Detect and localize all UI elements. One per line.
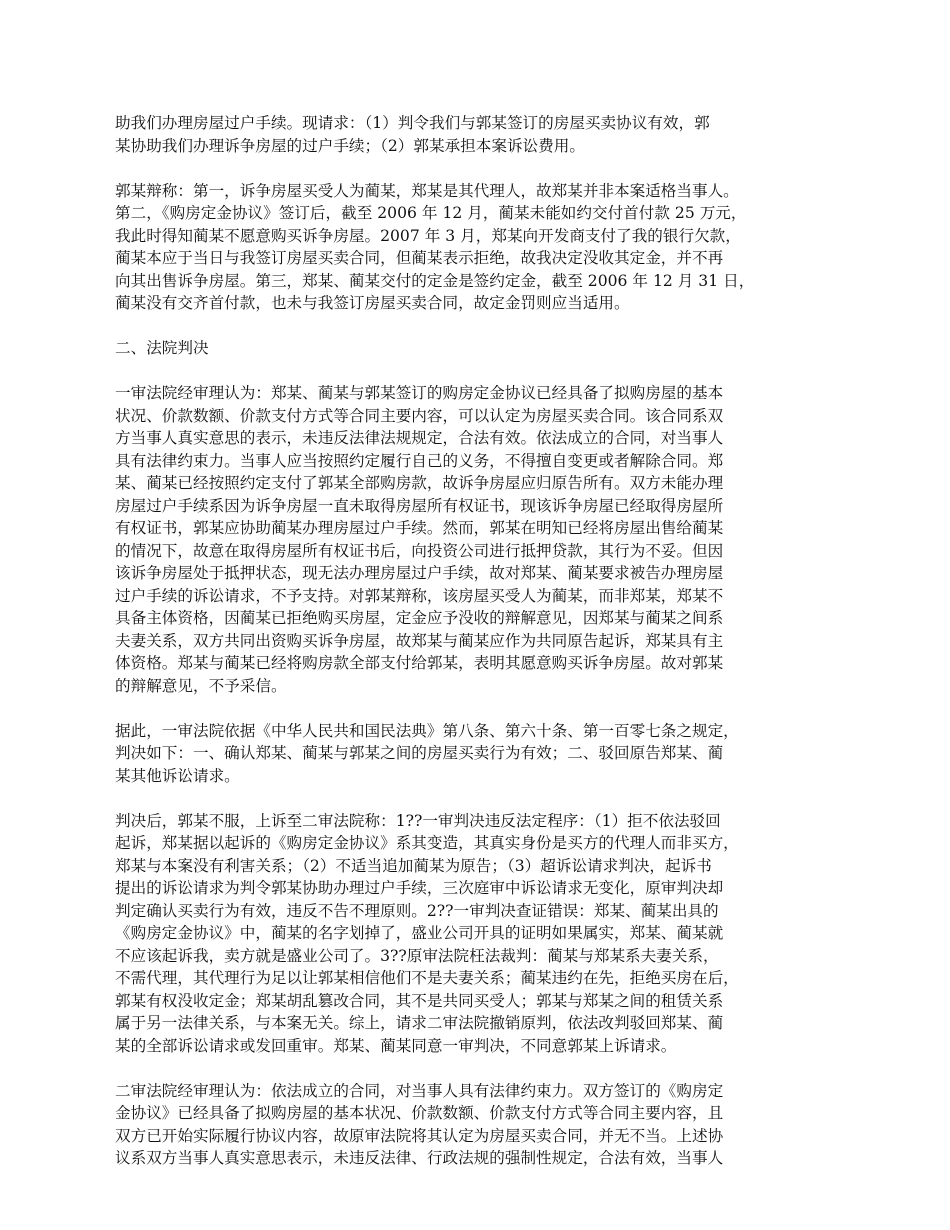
document-body — [115, 112, 850, 1192]
paragraph-first-instance-ruling: 据此，一审法院依据《中华人民共和国民法典》第八条、第六十条、第一百零七条之规定， 判决如下：一、确认郑某、蔺某与郭某之间的房屋买卖行为有效；二、驳回原告郑某、蔺 某其他诉讼请求。 — [115, 721, 739, 785]
paragraph-first-instance-reasoning: 一审法院经审理认为：郑某、蔺某与郭某签订的购房定金协议已经具备了拟购房屋的基本 状况、价款数额、价款支付方式等合同主要内容，可以认定为房屋买卖合同。该合同系双 方当事人真实意思的表示，未违反法律法规规定，合法有效。依法成立的合同，对当事人 具有法律约束力。当事人应当按照约定履行自己的义务，不得擅自变更或者解除合同。郑 某、蔺某已经按照约定支付了郭某全部购房款，故诉争房屋应归原告所有。双方未能办理 房屋过户手续系因为诉争房屋一直未取得房屋所有权证书，现该诉争房屋已经取得房屋所 有权证书，郭某应协助蔺某办理房屋过户手续。然而，郭某在明知已经将房屋出售给蔺某 的情况下，故意在取得房屋所有权证书后，向投资公司进行抵押贷款，其行为不妥。但因 该诉争房屋处于抵押状态，现无法办理房屋过户手续，故对郑某、蔺某要求被告办理房屋 过户手续的诉讼请求，不予支持。对郭某辩称，该房屋买受人为蔺某，而非郑某，郑某不 具备主体资格，因蔺某已拒绝购买房屋，定金应予没收的辩解意见，因郑某与蔺某之间系 夫妻关系，双方共同出资购买诉争房屋，故郑某与蔺某应作为共同原告起诉，郑某具有主 体资格。郑某与蔺某已经将购房款全部支付给郭某，表明其愿意购买诉争房屋。故对郭某 的辩解意见，不予采信。 — [115, 384, 724, 695]
paragraph-second-instance-reasoning: 二审法院经审理认为：依法成立的合同，对当事人具有法律约束力。双方签订的《购房定 金协议》已经具备了拟购房屋的基本状况、价款数额、价款支付方式等合同主要内容，且 双方已开始实际履行协议内容，故原审法院将其认定为房屋买卖合同，并无不当。上述协 议系双方当事人真实意思表示，未违反法律、行政法规的强制性规定，合法有效，当事人 — [115, 1081, 724, 1167]
paragraph-defendant-defense: 郭某辩称：第一，诉争房屋买受人为蔺某，郑某是其代理人，故郑某并非本案适格当事人。 第二，《购房定金协议》签订后，截至 2006 年 12 月，蔺某未能如约交付首付款 25 万元， 我此时得知蔺某不愿意购买诉争房屋。2007 年 3 月，郑某向开发商支付了我的银行欠款， 蔺某本应于当日与我签订房屋买卖合同，但蔺某表示拒绝，故我决定没收其定金，并不再 向其出售诉争房屋。第三，郑某、蔺某交付的定金是签约定金，截至 2006 年 12 月 31 日， 蔺某没有交齐首付款，也未与我签订房屋买卖合同，故定金罚则应当适用。 — [115, 181, 755, 312]
paragraph-appeal: 判决后，郭某不服，上诉至二审法院称：1??一审判决违反法定程序：（1）拒不依法驳回 起诉，郑某据以起诉的《购房定金协议》系其变造，其真实身份是买方的代理人而非买方， 郑某与本案没有利害关系；（2）不适当追加蔺某为原告；（3）超诉讼请求判决，起诉书 提出的诉讼请求为判令郭某协助办理过户手续，三次庭审中诉讼请求无变化，原审判决却 判定确认买卖行为有效，违反不告不理原则。2??一审判决查证错误：郑某、蔺某出具的 《购房定金协议》中，蔺某的名字划掉了，盛业公司开具的证明如果属实，郑某、蔺某就 不应该起诉我，卖方就是盛业公司了。3??原审法院枉法裁判：蔺某与郑某系夫妻关系， 不需代理，其代理行为足以让郭某相信他们不是夫妻关系；蔺某违约在先，拒绝买房在后， 郭某有权没收定金；郑某胡乱篡改合同，其不是共同买受人；郭某与郑某之间的租赁关系 属于另一法律关系，与本案无关。综上，请求二审法院撤销原判，依法改判驳回郑某、蔺 某的全部诉讼请求或发回重审。郑某、蔺某同意一审判决，不同意郭某上诉请求。 — [115, 811, 739, 1055]
paragraph-plaintiff-claims: 助我们办理房屋过户手续。现请求：（1）判令我们与郭某签订的房屋买卖协议有效，郭 某协助我们办理诉争房屋的过户手续；（2）郭某承担本案诉讼费用。 — [115, 114, 710, 155]
section-heading-court-judgment: 二、法院判决 — [115, 339, 209, 357]
